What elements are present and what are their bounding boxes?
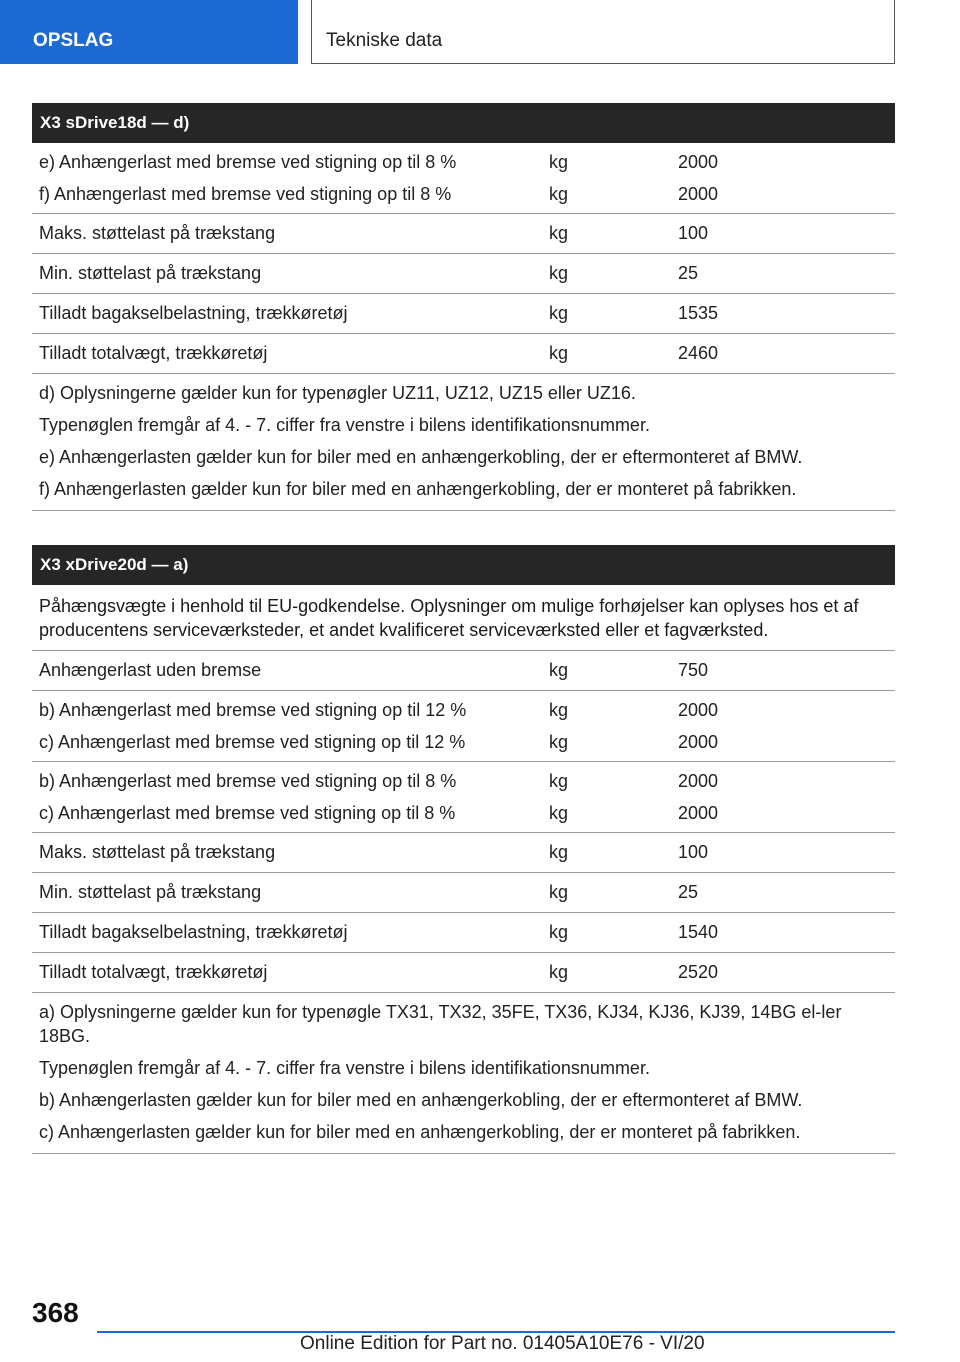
table-row: [32, 873, 895, 913]
row-value-column: [678, 953, 895, 992]
row-unit: kg: [549, 343, 569, 363]
table-row: [32, 143, 895, 214]
row-unit: kg: [549, 184, 569, 204]
spec-table-xdrive20d: [32, 545, 895, 1154]
row-unit-column: [549, 913, 678, 952]
row-value-column: [678, 765, 895, 832]
row-value: 2460: [678, 343, 719, 363]
row-description-column: [32, 765, 549, 832]
row-description-column: [32, 254, 549, 293]
row-value-column: [678, 913, 895, 952]
row-unit-column: [549, 294, 678, 333]
footnotes: [32, 993, 895, 1154]
row-value-column: [678, 146, 895, 213]
row-description: f) Anhængerlast med bremse ved stigning op til 8 %: [39, 184, 452, 204]
table-row: [32, 254, 895, 294]
row-unit-column: [549, 873, 678, 912]
row-unit-column: [549, 146, 678, 213]
spec-table-title: X3 xDrive20d — a): [32, 545, 895, 585]
row-unit: kg: [549, 803, 569, 823]
row-unit: kg: [549, 303, 569, 323]
row-description-column: [32, 694, 549, 761]
footnote: Typenøglen fremgår af 4. - 7. ciffer fra venstre i bilens identifikationsnummer.: [39, 415, 650, 435]
spec-rows: [32, 651, 895, 993]
footnote: Typenøglen fremgår af 4. - 7. ciffer fra venstre i bilens identifikationsnummer.: [39, 1058, 650, 1078]
row-unit-column: [549, 254, 678, 293]
row-description-column: [32, 873, 549, 912]
row-value: 1535: [678, 303, 719, 323]
row-value: 25: [678, 882, 699, 902]
footnotes: [32, 374, 895, 511]
row-value: 2000: [678, 700, 719, 720]
row-value: 25: [678, 263, 699, 283]
row-value: 1540: [678, 922, 719, 942]
row-description: b) Anhængerlast med bremse ved stigning op til 8 %: [39, 771, 457, 791]
table-row: [32, 294, 895, 334]
row-value-column: [678, 873, 895, 912]
row-value: 100: [678, 842, 709, 862]
row-unit: kg: [549, 152, 569, 172]
row-unit: kg: [549, 771, 569, 791]
row-unit: kg: [549, 660, 569, 680]
spec-table-title: X3 sDrive18d — d): [32, 103, 895, 143]
row-unit: kg: [549, 882, 569, 902]
row-unit-column: [549, 953, 678, 992]
spec-rows: [32, 143, 895, 374]
row-value-column: [678, 294, 895, 333]
footnote: b) Anhængerlasten gælder kun for biler med en anhængerkobling, der er eftermonteret af BMW.: [39, 1090, 803, 1110]
row-description-column: [32, 833, 549, 872]
row-value-column: [678, 214, 895, 253]
row-description: c) Anhængerlast med bremse ved stigning op til 8 %: [39, 803, 456, 823]
row-value: 2000: [678, 771, 719, 791]
table-row: [32, 762, 895, 833]
table-row: [32, 833, 895, 873]
row-value: 2000: [678, 184, 719, 204]
row-description-column: [32, 146, 549, 213]
row-description: Maks. støttelast på trækstang: [39, 223, 276, 243]
row-description-column: [32, 214, 549, 253]
row-description: Min. støttelast på trækstang: [39, 263, 262, 283]
row-description-column: [32, 953, 549, 992]
table-row: [32, 651, 895, 691]
row-description-column: [32, 294, 549, 333]
table-row: [32, 913, 895, 953]
row-value-column: [678, 651, 895, 690]
row-value-column: [678, 694, 895, 761]
row-unit: kg: [549, 922, 569, 942]
row-unit: kg: [549, 223, 569, 243]
row-value: 100: [678, 223, 709, 243]
row-unit: kg: [549, 732, 569, 752]
row-value: 2000: [678, 152, 719, 172]
row-description: Tilladt totalvægt, trækkøretøj: [39, 343, 268, 363]
row-unit-column: [549, 651, 678, 690]
table-row: [32, 691, 895, 762]
row-value: 2000: [678, 803, 719, 823]
table-row: [32, 334, 895, 374]
row-unit: kg: [549, 700, 569, 720]
row-description: Tilladt bagakselbelastning, trækkøretøj: [39, 303, 348, 323]
row-description-column: [32, 334, 549, 373]
row-description-column: [32, 913, 549, 952]
row-description: Maks. støttelast på trækstang: [39, 842, 276, 862]
row-unit-column: [549, 694, 678, 761]
row-unit-column: [549, 214, 678, 253]
intro-text: Påhængsvægte i henhold til EU-godkendelse. Oplysninger om mulige forhøjelser kan oplyses hos et af producentens serviceværksteder, et andet kvalificeret serviceværksted eller et fagværksted.: [32, 585, 895, 651]
row-value: 2520: [678, 962, 719, 982]
row-unit: kg: [549, 962, 569, 982]
footnote: a) Oplysningerne gælder kun for typenøgle TX31, TX32, 35FE, TX36, KJ34, KJ36, KJ39, 14BG el-ler 18BG.: [39, 1002, 842, 1046]
row-description: Tilladt totalvægt, trækkøretøj: [39, 962, 268, 982]
row-unit: kg: [549, 842, 569, 862]
row-value: 750: [678, 660, 709, 680]
footnote: f) Anhængerlasten gælder kun for biler med en anhængerkobling, der er monteret på fabrikken.: [39, 479, 797, 499]
page-number: 368: [32, 1297, 79, 1328]
section-title: Tekniske data: [311, 0, 895, 64]
row-unit-column: [549, 765, 678, 832]
row-unit-column: [549, 334, 678, 373]
row-description: b) Anhængerlast med bremse ved stigning op til 12 %: [39, 700, 467, 720]
row-unit-column: [549, 833, 678, 872]
table-row: [32, 214, 895, 254]
row-value-column: [678, 833, 895, 872]
row-description: Tilladt bagakselbelastning, trækkøretøj: [39, 922, 348, 942]
footnote: d) Oplysningerne gælder kun for typenøgler UZ11, UZ12, UZ15 eller UZ16.: [39, 383, 636, 403]
row-value: 2000: [678, 732, 719, 752]
row-description-column: [32, 651, 549, 690]
edition-text: Online Edition for Part no. 01405A10E76 - VI/20: [300, 1333, 705, 1354]
table-row: [32, 953, 895, 993]
row-description: Anhængerlast uden bremse: [39, 660, 262, 680]
row-value-column: [678, 334, 895, 373]
spec-table-sdrive18d: [32, 103, 895, 511]
row-value-column: [678, 254, 895, 293]
row-unit: kg: [549, 263, 569, 283]
row-description: e) Anhængerlast med bremse ved stigning op til 8 %: [39, 152, 457, 172]
row-description: Min. støttelast på trækstang: [39, 882, 262, 902]
tab-opslag[interactable]: OPSLAG: [0, 0, 298, 64]
footnote: c) Anhængerlasten gælder kun for biler med en anhængerkobling, der er monteret på fabrikken.: [39, 1122, 801, 1142]
footnote: e) Anhængerlasten gælder kun for biler med en anhængerkobling, der er eftermonteret af BMW.: [39, 447, 803, 467]
row-description: c) Anhængerlast med bremse ved stigning op til 12 %: [39, 732, 466, 752]
